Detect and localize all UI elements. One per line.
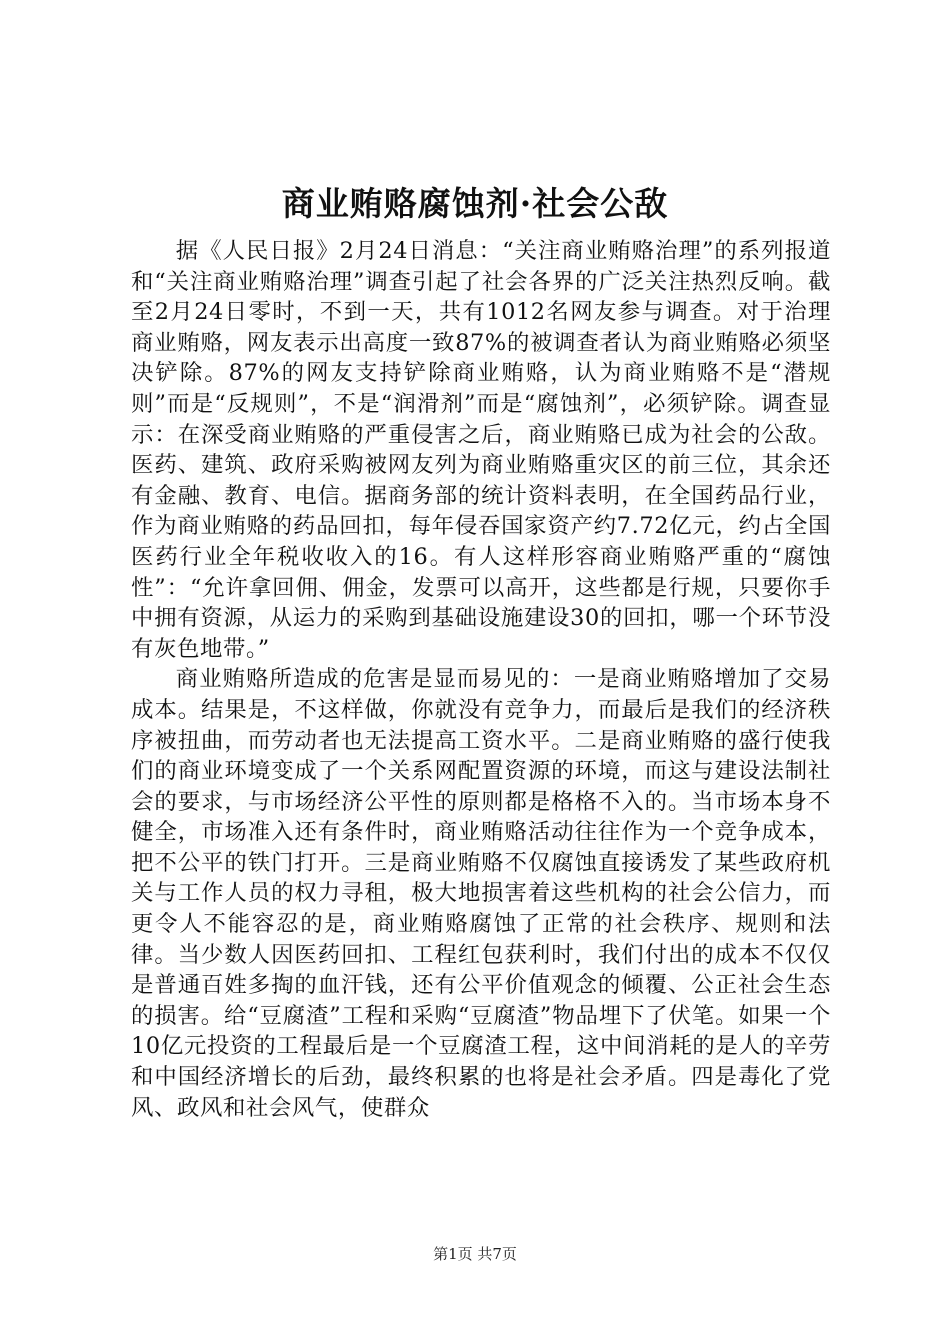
- document-body: [131, 236, 831, 1123]
- page-footer: [0, 1244, 950, 1264]
- paragraph-2: 商业贿赂所造成的危害是显而易见的：一是商业贿赂增加了交易成本。结果是，不这样做，你就没有竞争力，而最后是我们的经济秩序被扭曲，而劳动者也无法提高工资水平。二是商业贿赂的盛行使我们的商业环境变成了一个关系网配置资源的环境，而这与建设法制社会的要求，与市场经济公平性的原则都是格格不入的。当市场本身不健全，市场准入还有条件时，商业贿赂活动往往作为一个竞争成本，把不公平的铁门打开。三是商业贿赂不仅腐蚀直接诱发了某些政府机关与工作人员的权力寻租，极大地损害着这些机构的社会公信力，而更令人不能容忍的是，商业贿赂腐蚀了正常的社会秩序、规则和法律。当少数人因医药回扣、工程红包获利时，我们付出的成本不仅仅是普通百姓多掏的血汗钱，还有公平价值观念的倾覆、公正社会生态的损害。给“豆腐渣”工程和采购“豆腐渣”物品埋下了伏笔。如果一个10亿元投资的工程最后是一个豆腐渣工程，这中间消耗的是人的辛劳和中国经济增长的后劲，最终积累的也将是社会矛盾。四是毒化了党风、政风和社会风气，使群众: [131, 666, 831, 1121]
- page-number-label: 第1页 共7页: [433, 1245, 517, 1263]
- document-title: 商业贿赂腐蚀剂·社会公敌: [281, 184, 669, 223]
- paragraph-1: 据《人民日报》2月24日消息：“关注商业贿赂治理”的系列报道和“关注商业贿赂治理”调查引起了社会各界的广泛关注热烈反响。截至2月24日零时，不到一天，共有1012名网友参与调查。对于治理商业贿赂，网友表示出高度一致87%的被调查者认为商业贿赂必须坚决铲除。87%的网友支持铲除商业贿赂，认为商业贿赂不是“潜规则”而是“反规则”，不是“润滑剂”而是“腐蚀剂”，必须铲除。调查显示：在深受商业贿赂的严重侵害之后，商业贿赂已成为社会的公敌。医药、建筑、政府采购被网友列为商业贿赂重灾区的前三位，其余还有金融、教育、电信。据商务部的统计资料表明，在全国药品行业，作为商业贿赂的药品回扣，每年侵吞国家资产约7.72亿元，约占全国医药行业全年税收收入的16。有人这样形容商业贿赂严重的“腐蚀性”：“允许拿回佣、佣金，发票可以高开，这些都是行规，只要你手中拥有资源，从运力的采购到基础设施建设30的回扣，哪一个环节没有灰色地带。”: [131, 238, 831, 662]
